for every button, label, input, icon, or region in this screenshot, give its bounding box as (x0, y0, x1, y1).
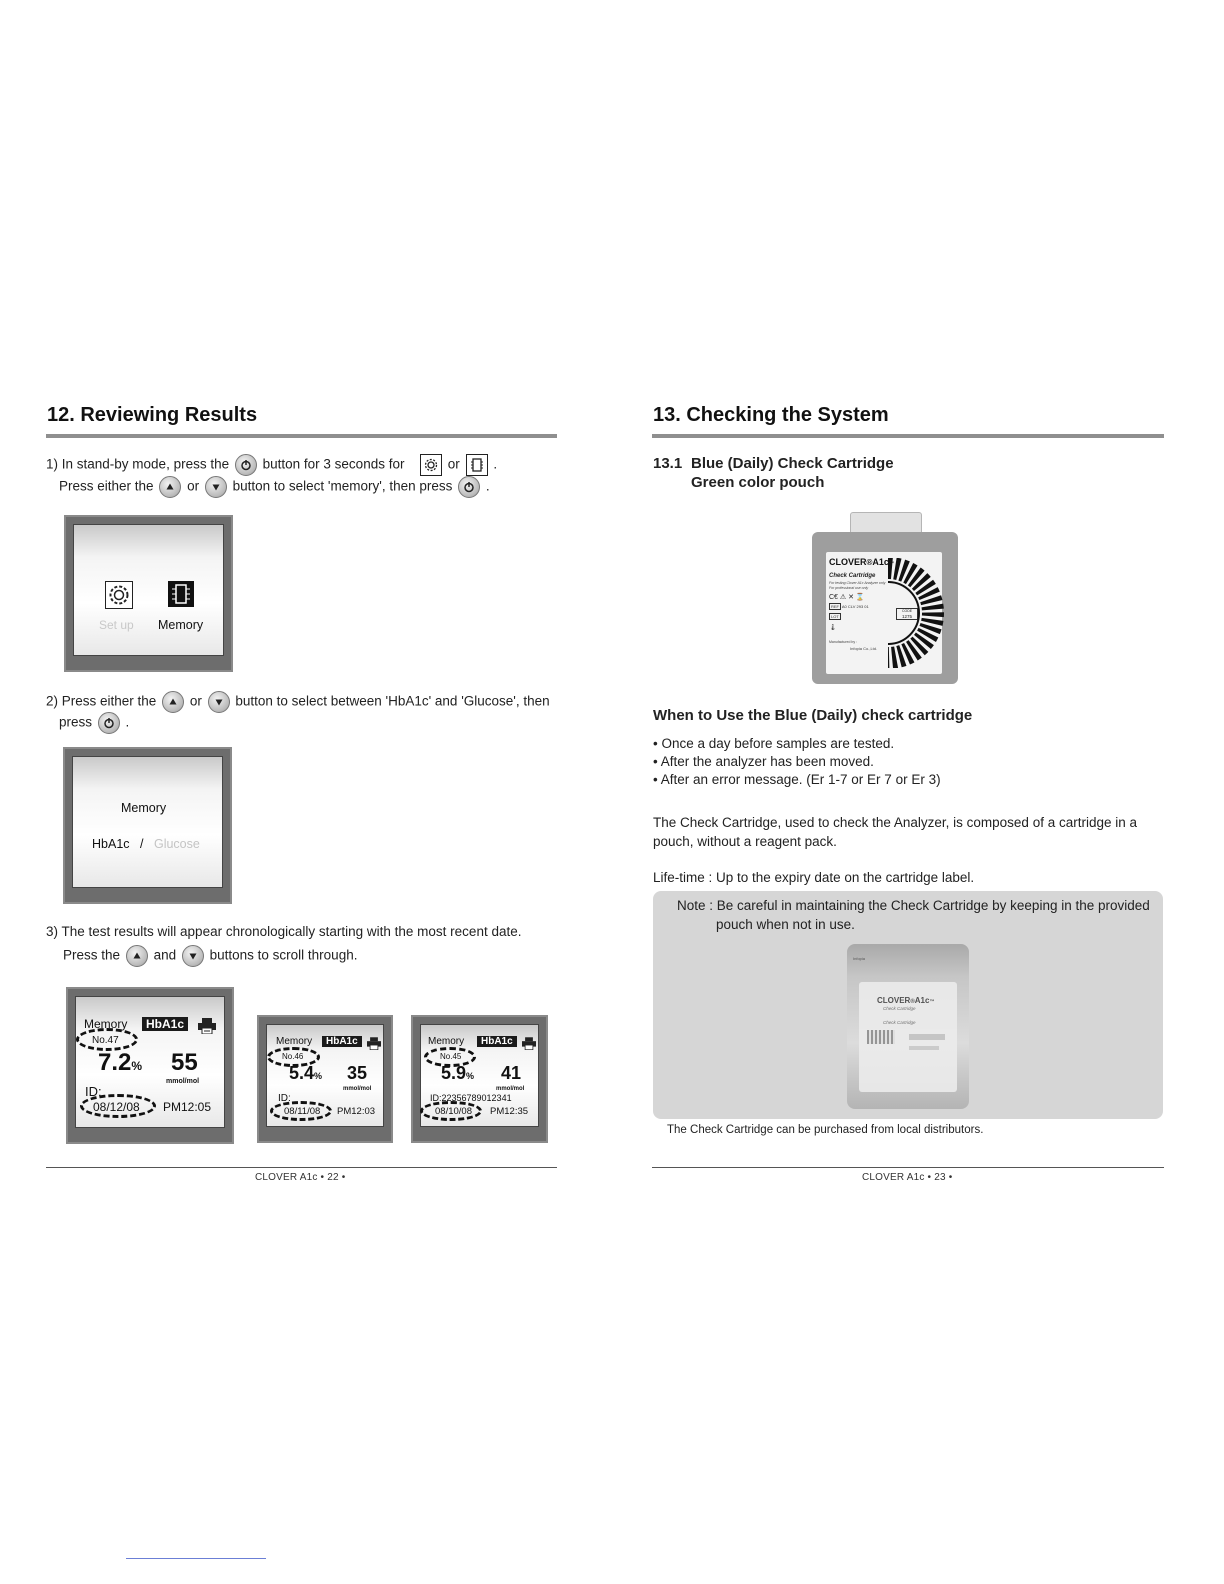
result-date: 08/12/08 (93, 1100, 140, 1114)
manufacturer-name: Infopia Co.,Ltd. (850, 646, 878, 651)
pouch-label-graphic (909, 1046, 939, 1050)
step2-text-b: or (189, 693, 202, 709)
lot-label: LOT (831, 614, 839, 619)
step3-line2 (63, 945, 357, 967)
when-to-use-heading: When to Use the Blue (Daily) check cartridge (653, 707, 973, 724)
cartridge-label (826, 552, 942, 674)
result-id: ID: (85, 1084, 102, 1099)
result-hba1c-badge: HbA1c (142, 1017, 188, 1031)
hba1c-label: HbA1c (92, 837, 130, 851)
pouch-brand: CLOVER®A1c™ (877, 996, 935, 1005)
result-mmol-value: 35 (347, 1063, 368, 1083)
cartridge-small-text-2: For professional use only (829, 586, 869, 590)
device-screen-setup-memory (64, 515, 233, 672)
tm-text: ™ (888, 561, 894, 567)
page-footer-left: CLOVER A1c • 22 • (255, 1172, 346, 1183)
step1-text-a: 1) In stand-by mode, press the (46, 456, 230, 472)
result-screen-no46 (257, 1015, 393, 1143)
power-button-icon (235, 454, 257, 476)
lcd-display (73, 524, 224, 656)
pouch-tm-text: ™ (929, 999, 935, 1005)
step3-text-c: buttons to scroll through. (209, 947, 358, 963)
ref-row (829, 604, 869, 609)
up-button-icon (162, 691, 184, 713)
note-line-2: pouch when not in use. (716, 917, 855, 932)
result-percent (98, 1049, 142, 1077)
lcd-display (72, 756, 223, 888)
pouch-barcode-graphic (867, 1030, 895, 1044)
result-memory-label: Memory (276, 1036, 313, 1047)
pouch-product-name-2: Check Cartridge (883, 1020, 916, 1025)
subsection-subtitle: Green color pouch (691, 474, 825, 491)
step2-text-c: button to select between 'HbA1c' and 'Glucose', then (235, 693, 550, 709)
step1-text-g: button to select 'memory', then press (232, 478, 453, 494)
result-screen-no45 (411, 1015, 548, 1143)
pouch-brand-text: CLOVER (877, 996, 911, 1005)
device-screen-memory-type (63, 747, 232, 904)
result-mmol-value: 41 (501, 1063, 522, 1083)
note-line-1: Note : Be careful in maintaining the Check Cartridge by keeping in the provided (677, 898, 1150, 913)
result-screen-no47 (66, 987, 234, 1144)
brand-text: CLOVER (829, 557, 867, 567)
step1-text-c: or (447, 456, 460, 472)
up-button-icon (159, 476, 181, 498)
code-value: 1275 (901, 614, 912, 619)
highlight-circle-number (424, 1047, 476, 1067)
pouch-window (859, 982, 957, 1092)
paragraph-line: The Check Cartridge, used to check the Analyzer, is composed of a cartridge in a (653, 815, 1138, 830)
mmol-unit: mmol/mol (343, 1086, 372, 1092)
green-pouch-image (847, 944, 969, 1109)
separator: / (140, 837, 144, 851)
code-label: CODE (901, 609, 913, 613)
percent-unit: % (314, 1071, 323, 1081)
result-time: PM12:35 (490, 1106, 529, 1117)
result-percent-value: 5.4 (289, 1063, 315, 1083)
subsection-number: 13.1 (653, 455, 683, 472)
result-memory-label: Memory (84, 1017, 128, 1031)
percent-unit: % (131, 1059, 143, 1073)
step2-line1 (46, 691, 550, 713)
setup-gear-icon (105, 581, 133, 609)
bullet-item: • After an error message. (Er 1-7 or Er 7 or Er 3) (653, 772, 941, 787)
result-memory-label: Memory (428, 1036, 465, 1047)
cartridge-name: Check Cartridge (829, 573, 876, 579)
mmol-unit: mmol/mol (496, 1086, 525, 1092)
subsection-title: Blue (Daily) Check Cartridge (691, 455, 894, 472)
purchase-note: The Check Cartridge can be purchased from local distributors. (667, 1124, 984, 1136)
memory-label: Memory (158, 618, 204, 632)
step1-text-b: button for 3 seconds for (262, 456, 405, 472)
section-rule (46, 434, 557, 438)
result-number: No.45 (440, 1052, 462, 1061)
setup-gear-icon (420, 454, 442, 476)
hba1c-option (92, 837, 200, 851)
step3-line1: 3) The test results will appear chronologically starting with the most recent date. (46, 924, 522, 939)
bullet-item: • Once a day before samples are tested. (653, 736, 895, 751)
paragraph-line: pouch, without a reagent pack. (653, 834, 837, 849)
pouch-model-text: A1c (914, 996, 930, 1005)
down-button-icon (182, 945, 204, 967)
cartridge-small-text-1: For testing Clover A1c Analyzer only (829, 581, 886, 585)
glucose-label: Glucose (153, 837, 200, 851)
note-box (653, 891, 1163, 1119)
section-title-reviewing-results: 12. Reviewing Results (47, 404, 258, 426)
result-hba1c-badge: HbA1c (477, 1036, 517, 1047)
memory-title: Memory (121, 801, 167, 815)
highlight-circle-date (270, 1101, 332, 1121)
step3-text-b: and (153, 947, 177, 963)
result-hba1c-badge: HbA1c (322, 1036, 362, 1047)
bullet-item: • After the analyzer has been moved. (653, 754, 874, 769)
step1-line1 (46, 454, 497, 476)
result-time: PM12:03 (337, 1106, 376, 1117)
cartridge-brand: CLOVER®A1c™ (829, 557, 894, 567)
mmol-unit: mmol/mol (166, 1078, 200, 1085)
barcode-wheel-graphic (888, 558, 944, 668)
highlight-circle-date (420, 1101, 482, 1121)
percent-unit: % (466, 1071, 475, 1081)
result-percent-value: 7.2 (98, 1049, 132, 1076)
page-footer-right: CLOVER A1c • 23 • (862, 1172, 953, 1183)
footer-rule (652, 1167, 1164, 1168)
memory-chip-icon (168, 581, 194, 607)
model-text: A1c (872, 557, 889, 567)
printer-icon (367, 1037, 381, 1050)
ref-number: A0 CLV 293 01 (841, 604, 869, 609)
result-id: ID: (278, 1093, 291, 1104)
up-button-icon (126, 945, 148, 967)
regulatory-symbols: C€ ⚠ ✕ ⌛ (829, 594, 865, 601)
pouch-maker: Infopia (853, 956, 866, 961)
step1-text-f: or (187, 478, 200, 494)
down-button-icon (205, 476, 227, 498)
power-button-icon (458, 476, 480, 498)
result-mmol-value: 55 (171, 1049, 198, 1076)
bottom-underline-artifact (126, 1558, 266, 1559)
result-id: ID:22356789012341 (430, 1093, 512, 1103)
step1-text-e: Press either the (59, 478, 154, 494)
step1-line2 (59, 476, 490, 498)
power-button-icon (98, 712, 120, 734)
manufacturer-label: Manufactured by : (829, 640, 858, 644)
result-date: 08/11/08 (284, 1106, 321, 1117)
step2-text-d: press (59, 714, 93, 730)
printer-icon (522, 1037, 536, 1050)
ref-label: REF (831, 604, 839, 609)
highlight-circle-number (76, 1028, 138, 1051)
section-rule (652, 434, 1164, 438)
highlight-circle-date (80, 1094, 156, 1118)
section-title-checking-system: 13. Checking the System (653, 404, 889, 426)
footer-rule (46, 1167, 557, 1168)
printer-icon (198, 1018, 216, 1034)
check-cartridge-image (812, 512, 958, 684)
pouch-label-graphic (909, 1034, 945, 1040)
step1-text-h: . (485, 478, 490, 494)
down-button-icon (208, 691, 230, 713)
storage-symbol: 🌡 (829, 625, 837, 631)
step2-text-a: 2) Press either the (46, 693, 157, 709)
lifetime-text: Life-time : Up to the expiry date on the cartridge label. (653, 870, 975, 885)
highlight-circle-number (267, 1047, 320, 1067)
memory-chip-icon (466, 454, 488, 476)
step2-text-e: . (125, 714, 130, 730)
result-number: No.46 (282, 1052, 304, 1061)
setup-label: Set up (99, 618, 134, 632)
step3-text-a: Press the (63, 947, 121, 963)
step1-text-d: . (493, 456, 498, 472)
pouch-product-name: Check Cartridge (883, 1006, 916, 1011)
result-date: 08/10/08 (435, 1106, 472, 1117)
step2-line2 (59, 712, 129, 734)
result-number: No.47 (92, 1035, 119, 1046)
result-time: PM12:05 (163, 1100, 212, 1114)
result-percent-value: 5.9 (441, 1063, 467, 1083)
